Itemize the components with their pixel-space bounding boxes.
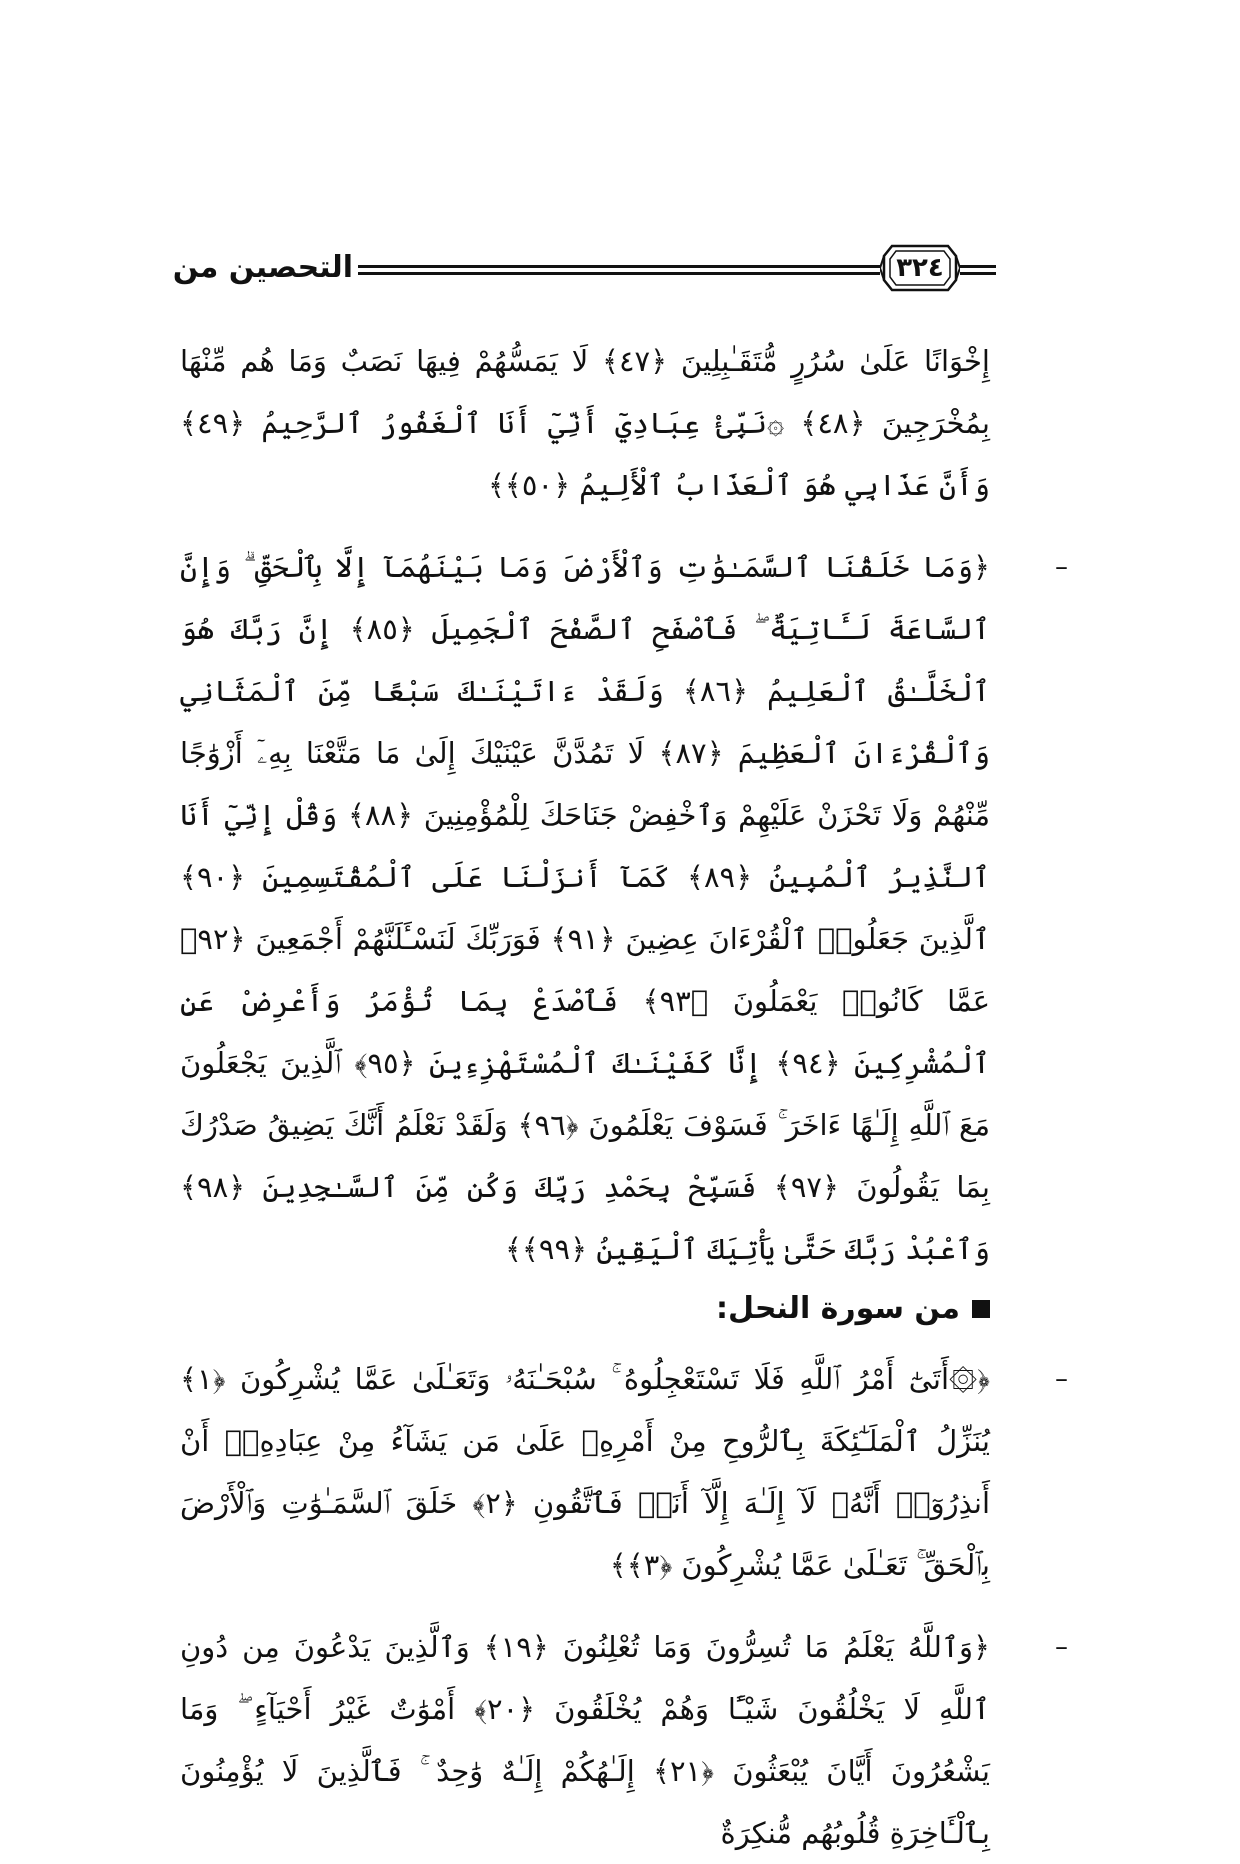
- verse-text: ﴿۞أَتَىٰٓ أَمْرُ ٱللَّهِ فَلَا تَسْتَعْجِلُوهُ ۚ سُبْحَـٰنَهُۥ وَتَعَـٰلَىٰ عَمَّا يُشْرِكُونَ ﴿١﴾ يُنَزِّلُ ٱلْمَلَـٰٓئِكَةَ بِٱلرُّوحِ مِنْ أَمْرِهِۦ عَلَىٰ مَن يَشَآءُ مِنْ عِبَادِهِۦٓ أَنْ أَنذِرُوٓا۟ أَنَّهُۥ لَآ إِلَـٰهَ إِلَّآ أَنَا۠ فَٱتَّقُونِ ﴿٢﴾ خَلَقَ ٱلسَّمَـٰوَٰتِ وَٱلْأَرْضَ بِٱلْحَقِّ ۚ تَعَـٰلَىٰ عَمَّا يُشْرِكُونَ ﴿٣﴾﴾: [180, 1362, 990, 1582]
- verse-paragraph-2: [180, 536, 1068, 1280]
- list-dash: –: [1055, 1364, 1068, 1394]
- list-dash: –: [1055, 552, 1068, 582]
- verse-paragraph-3: [180, 1348, 1068, 1596]
- page-number: ٣٢٤: [896, 253, 944, 283]
- verse-text: ﴿وَمَا خَلَقْنَا ٱلسَّمَـٰوَٰتِ وَٱلْأَرْضَ وَمَا بَيْنَهُمَآ إِلَّا بِٱلْحَقِّ ۗ وَإِنَّ ٱلسَّاعَةَ لَـَٔاتِيَةٌ ۖ فَٱصْفَحِ ٱلصَّفْحَ ٱلْجَمِيلَ ﴿٨٥﴾ إِنَّ رَبَّكَ هُوَ ٱلْخَلَّـٰقُ ٱلْعَلِيمُ ﴿٨٦﴾ وَلَقَدْ ءَاتَيْنَـٰكَ سَبْعًا مِّنَ ٱلْمَثَانِي وَٱلْقُرْءَانَ ٱلْعَظِيمَ ﴿٨٧﴾ لَا تَمُدَّنَّ عَيْنَيْكَ إِلَىٰ مَا مَتَّعْنَا بِهِۦٓ أَزْوَٰجًا مِّنْهُمْ وَلَا تَحْزَنْ عَلَيْهِمْ وَٱخْفِضْ جَنَاحَكَ لِلْمُؤْمِنِينَ ﴿٨٨﴾ وَقُلْ إِنِّيٓ أَنَا ٱلنَّذِيرُ ٱلْمُبِينُ ﴿٨٩﴾ كَمَآ أَنزَلْنَا عَلَى ٱلْمُقْتَسِمِينَ ﴿٩٠﴾ ٱلَّذِينَ جَعَلُوا۟ ٱلْقُرْءَانَ عِضِينَ ﴿٩١﴾ فَوَرَبِّكَ لَنَسْـَٔلَنَّهُمْ أَجْمَعِينَ ﴿٩٢﴾ عَمَّا كَانُوا۟ يَعْمَلُونَ ﴿٩٣﴾ فَٱصْدَعْ بِمَا تُؤْمَرُ وَأَعْرِضْ عَنِ ٱلْمُشْرِكِينَ ﴿٩٤﴾ إِنَّا كَفَيْنَـٰكَ ٱلْمُسْتَهْزِءِينَ ﴿٩٥﴾ ٱلَّذِينَ يَجْعَلُونَ مَعَ ٱللَّهِ إِلَـٰهًا ءَاخَرَ ۚ فَسَوْفَ يَعْلَمُونَ ﴿٩٦﴾ وَلَقَدْ نَعْلَمُ أَنَّكَ يَضِيقُ صَدْرُكَ بِمَا يَقُولُونَ ﴿٩٧﴾ فَسَبِّحْ بِحَمْدِ رَبِّكَ وَكُن مِّنَ ٱلسَّـٰجِدِينَ ﴿٩٨﴾ وَٱعْبُدْ رَبَّكَ حَتَّىٰ يَأْتِيَكَ ٱلْيَقِينُ ﴿٩٩﴾﴾: [180, 550, 990, 1266]
- verse-paragraph-4: [180, 1616, 1068, 1864]
- header-rule-right: [960, 265, 996, 275]
- list-dash: –: [1055, 1632, 1068, 1662]
- verse-paragraph-1: [180, 330, 990, 516]
- page-number-badge: [880, 242, 960, 294]
- verse-text: إِخْوَانًا عَلَىٰ سُرُرٍ مُّتَقَـٰبِلِينَ ﴿٤٧﴾ لَا يَمَسُّهُمْ فِيهَا نَصَبٌ وَمَا هُم مِّنْهَا بِمُخْرَجِينَ ﴿٤٨﴾ ۞نَبِّئْ عِبَادِيٓ أَنِّيٓ أَنَا ٱلْغَفُورُ ٱلرَّحِيمُ ﴿٤٩﴾ وَأَنَّ عَذَابِي هُوَ ٱلْعَذَابُ ٱلْأَلِيمُ ﴿٥٠﴾﴾: [180, 344, 991, 502]
- header-rule-left: [358, 265, 880, 275]
- main-content: [180, 330, 1068, 1864]
- page-header: [172, 242, 1010, 302]
- running-title: التحصين من: [172, 250, 353, 285]
- section-heading-text: من سورة النحل:: [716, 1291, 960, 1326]
- verse-text: ﴿وَٱللَّهُ يَعْلَمُ مَا تُسِرُّونَ وَمَا تُعْلِنُونَ ﴿١٩﴾ وَٱلَّذِينَ يَدْعُونَ مِن دُونِ ٱللَّهِ لَا يَخْلُقُونَ شَيْـًٔا وَهُمْ يُخْلَقُونَ ﴿٢٠﴾ أَمْوَٰتٌ غَيْرُ أَحْيَآءٍ ۖ وَمَا يَشْعُرُونَ أَيَّانَ يُبْعَثُونَ ﴿٢١﴾ إِلَـٰهُكُمْ إِلَـٰهٌ وَٰحِدٌ ۚ فَٱلَّذِينَ لَا يُؤْمِنُونَ بِٱلْـَٔاخِرَةِ قُلُوبُهُم مُّنكِرَةٌ: [180, 1630, 991, 1850]
- square-bullet-icon: [972, 1300, 990, 1318]
- section-heading: [180, 1284, 990, 1334]
